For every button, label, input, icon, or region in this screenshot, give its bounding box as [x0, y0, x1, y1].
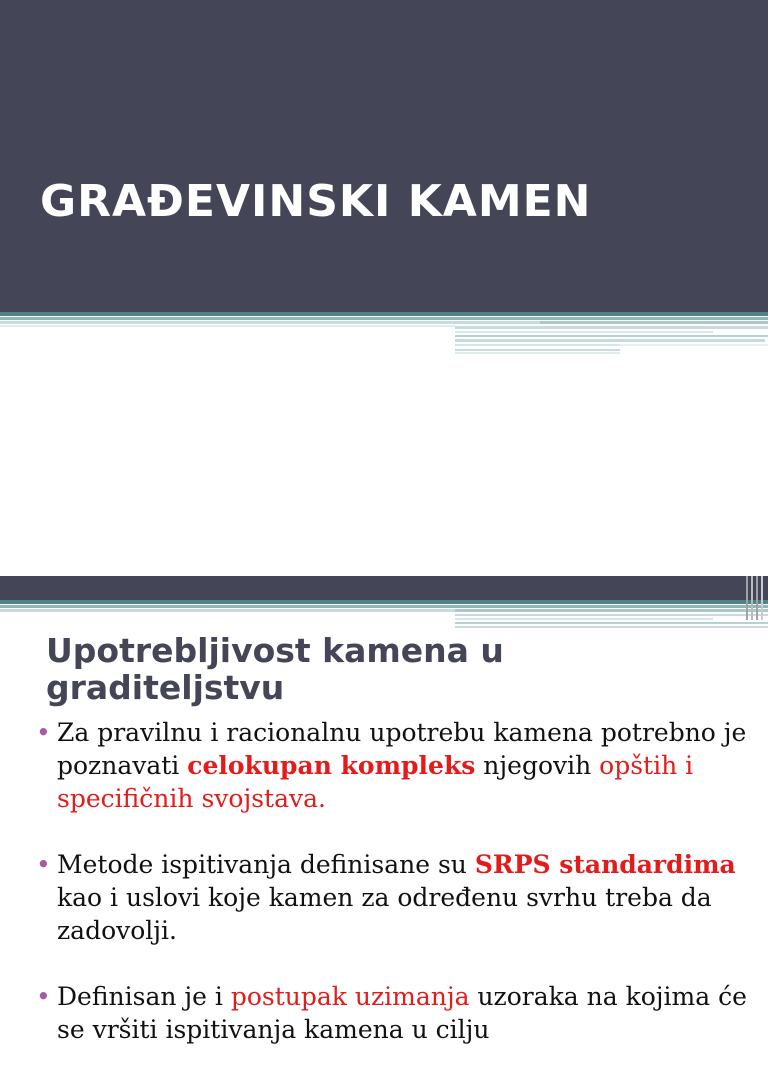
- bullet-text: Za pravilnu i racionalnu upotrebu kamena potrebno je poznavati: [57, 718, 747, 780]
- bullet-list: [0, 716, 768, 1079]
- bullet-dot-icon: •: [36, 982, 51, 1011]
- bullet-text: njegovih: [475, 751, 600, 780]
- slide-heading: Upotrebljivost kamena u graditeljstvu: [46, 631, 504, 707]
- content-slide: [0, 576, 768, 1044]
- title-band: [0, 0, 768, 312]
- bullet-text: Metode ispitivanja definisane su: [57, 850, 475, 879]
- highlight-text: opštih i specifičnih svojstava.: [57, 751, 694, 813]
- bullet-dot-icon: •: [36, 850, 51, 879]
- highlight-text: SRPS standardima: [474, 850, 736, 879]
- bullet-text: Definisan je i: [57, 982, 231, 1011]
- bullet-dot-icon: •: [36, 718, 51, 747]
- bullet-item: [0, 848, 768, 947]
- bullet-item: [0, 980, 768, 1046]
- highlight-text: postupak uzimanja: [230, 982, 470, 1011]
- bullet-item: [0, 716, 768, 815]
- highlight-text: celokupan kompleks: [187, 751, 476, 780]
- slide-title: GRAĐEVINSKI KAMEN: [40, 176, 592, 227]
- bullet-text: kao i uslovi koje kamen za određenu svrhu treba da zadovolji.: [57, 883, 712, 945]
- bullet-text: uzoraka na kojima će se vršiti ispitivanja kamena u cilju: [57, 982, 747, 1044]
- top-band: [0, 576, 768, 600]
